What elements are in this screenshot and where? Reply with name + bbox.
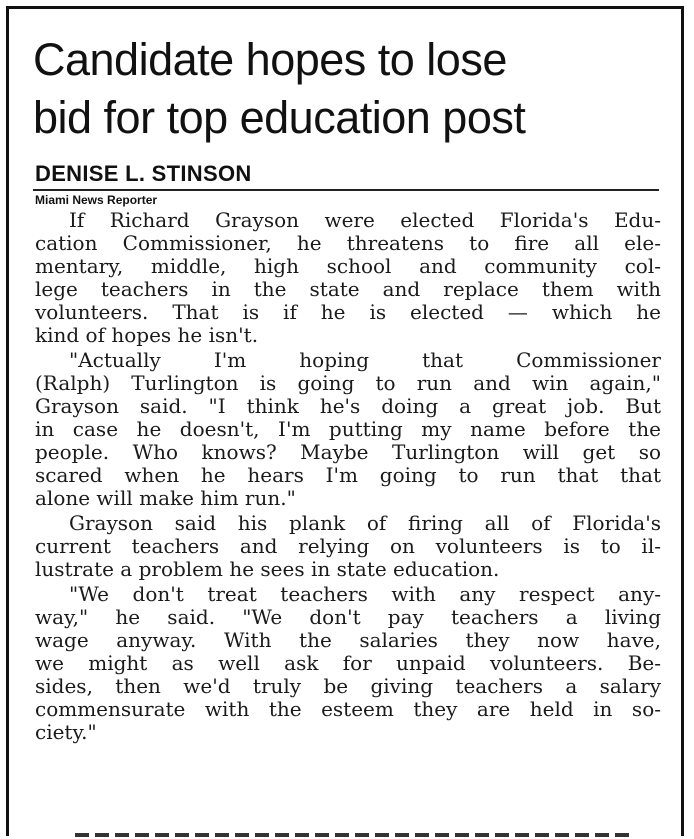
- text-line: alone will make him run.": [35, 486, 296, 510]
- text-line: people. Who knows? Maybe Turlington will get so: [35, 440, 661, 464]
- byline-divider: [33, 189, 659, 191]
- byline: DENISE L. STINSON: [35, 161, 252, 186]
- headline-line: Candidate hopes to lose: [33, 34, 507, 85]
- text-line: lege teachers in the state and replace them with: [35, 277, 661, 301]
- text-line: current teachers and relying on volunteers is to il-: [35, 534, 661, 558]
- text-line: mentary, middle, high school and community col-: [35, 254, 661, 278]
- paragraph: [35, 512, 661, 581]
- text-line: ciety.": [35, 720, 97, 744]
- text-line: (Ralph) Turlington is going to run and win again,": [35, 371, 661, 395]
- text-line: If Richard Grayson were elected Florida's Edu-: [69, 208, 661, 232]
- cut-off-text-edge: [35, 829, 661, 839]
- text-line: cation Commissioner, he threatens to fire all ele-: [35, 231, 661, 255]
- text-line: we might as well ask for unpaid volunteers. Be-: [35, 651, 661, 675]
- newspaper-clipping: [6, 6, 684, 836]
- paragraph: [35, 583, 661, 744]
- text-line: in case he doesn't, I'm putting my name before the: [35, 417, 661, 441]
- paragraph: [35, 209, 661, 347]
- paragraph: [35, 349, 661, 510]
- text-line: Grayson said his plank of firing all of Florida's: [69, 511, 661, 535]
- text-line: kind of hopes he isn't.: [35, 323, 259, 347]
- reporter-credit: Miami News Reporter: [35, 193, 158, 207]
- text-line: lustrate a problem he sees in state education.: [35, 557, 500, 581]
- text-line: wage anyway. With the salaries they now have,: [35, 628, 661, 652]
- text-line: "We don't treat teachers with any respect any-: [69, 582, 661, 606]
- text-line: volunteers. That is if he is elected — which he: [35, 300, 661, 324]
- text-line: "Actually I'm hoping that Commissioner: [69, 348, 661, 372]
- text-line: sides, then we'd truly be giving teachers a salary: [35, 674, 661, 698]
- text-line: Grayson said. "I think he's doing a great job. But: [35, 394, 661, 418]
- headline: [33, 31, 673, 147]
- headline-line: bid for top education post: [33, 92, 526, 143]
- article-body: [35, 209, 661, 746]
- text-line: way," he said. "We don't pay teachers a living: [35, 605, 661, 629]
- text-line: scared when he hears I'm going to run that that: [35, 463, 661, 487]
- text-line: commensurate with the esteem they are held in so-: [35, 697, 661, 721]
